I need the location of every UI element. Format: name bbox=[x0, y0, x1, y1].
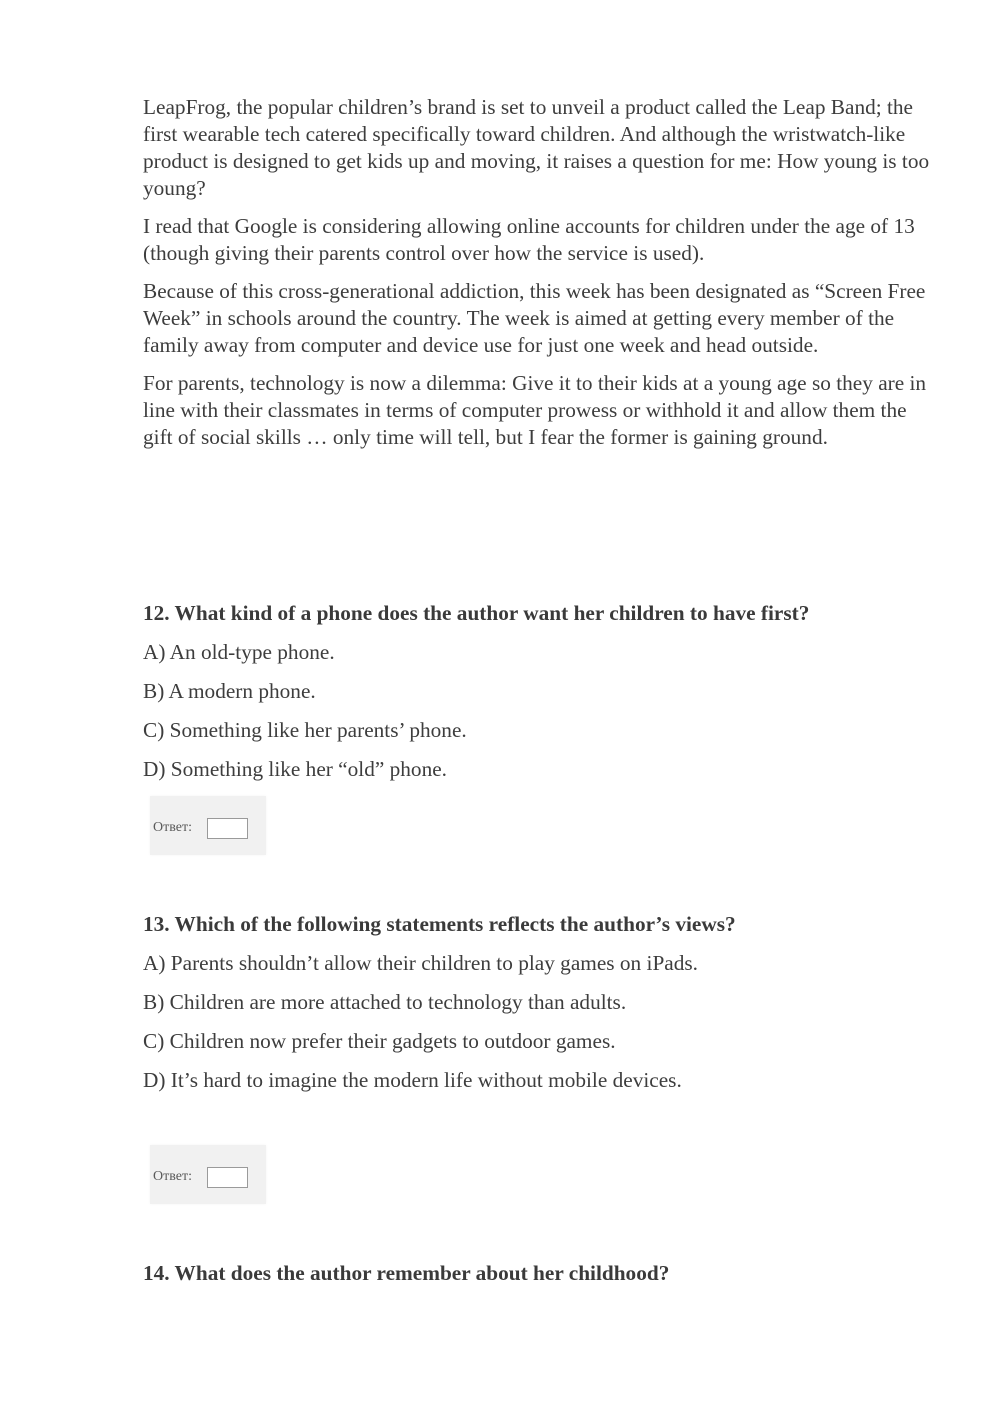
answer-input-field[interactable] bbox=[207, 818, 248, 839]
answer-label: Ответ: bbox=[153, 820, 192, 835]
answer-input-field[interactable] bbox=[207, 1167, 248, 1188]
answer-option-c: C) Something like her parents’ phone. bbox=[143, 718, 467, 742]
answer-option-b: B) A modern phone. bbox=[143, 679, 316, 703]
question-13 bbox=[143, 911, 943, 1094]
answer-label: Ответ: bbox=[153, 1169, 192, 1184]
passage-paragraph: LeapFrog, the popular children’s brand is set to unveil a product called the Leap Band; the first wearable tech catered specifically toward children. And although the wristwatch-like product is designed to get kids up and moving, it raises a question for me: How young is too young? bbox=[143, 95, 930, 200]
answer-option-a: A) Parents shouldn’t allow their children to play games on iPads. bbox=[143, 951, 699, 975]
question-text: 12. What kind of a phone does the author want her children to have first? bbox=[143, 601, 810, 625]
answer-box-13 bbox=[150, 1145, 266, 1204]
answer-option-d: D) It’s hard to imagine the modern life without mobile devices. bbox=[143, 1068, 682, 1092]
answer-option-b: B) Children are more attached to technology than adults. bbox=[143, 990, 627, 1014]
answer-option-a: A) An old-type phone. bbox=[143, 640, 335, 664]
reading-passage bbox=[143, 94, 933, 462]
answer-option-c: C) Children now prefer their gadgets to outdoor games. bbox=[143, 1029, 616, 1053]
passage-paragraph: Because of this cross-generational addiction, this week has been designated as “Screen Free Week” in schools around the country. The week is aimed at getting every member of the family away from computer and device use for just one week and head outside. bbox=[143, 279, 926, 357]
question-14 bbox=[143, 1260, 943, 1287]
question-text: 14. What does the author remember about her childhood? bbox=[143, 1261, 670, 1285]
answer-box-12 bbox=[150, 796, 266, 855]
question-12 bbox=[143, 600, 943, 783]
passage-paragraph: I read that Google is considering allowing online accounts for children under the age of 13 (though giving their parents control over how the service is used). bbox=[143, 214, 915, 265]
passage-paragraph: For parents, technology is now a dilemma: Give it to their kids at a young age so they are in line with their classmates in terms of computer prowess or withhold it and allow them the gift of social skills … only time will tell, but I fear the former is gaining ground. bbox=[143, 371, 927, 449]
answer-option-d: D) Something like her “old” phone. bbox=[143, 757, 448, 781]
question-text: 13. Which of the following statements reflects the author’s views? bbox=[143, 912, 736, 936]
